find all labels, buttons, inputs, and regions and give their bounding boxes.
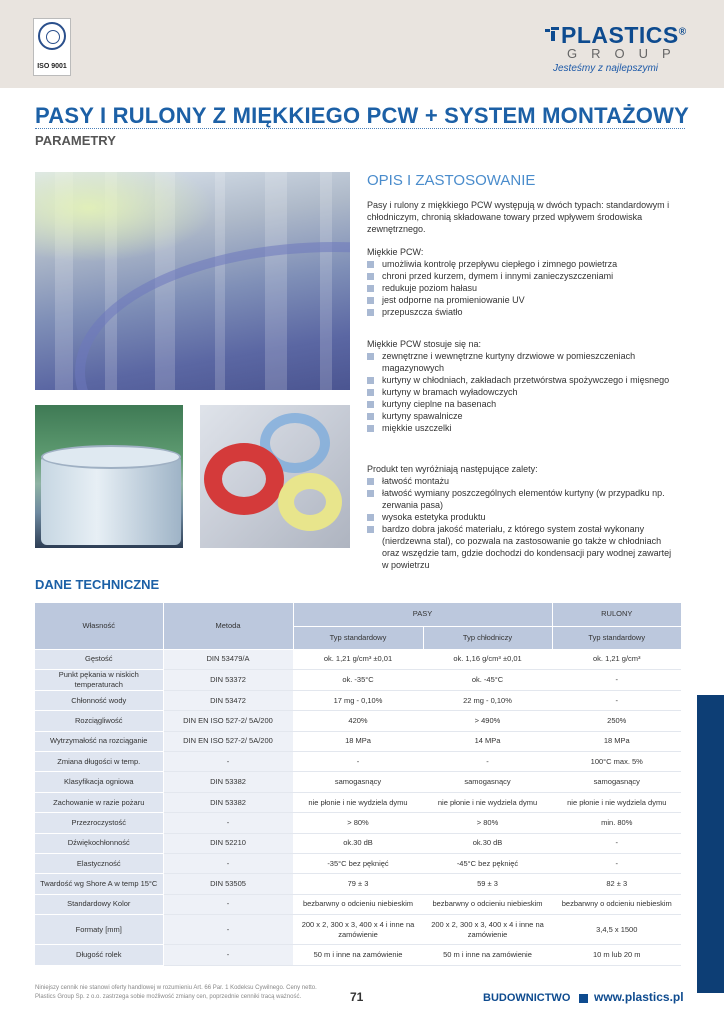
footer-disclaimer (35, 984, 335, 1002)
table-row (35, 792, 681, 812)
table-row (35, 833, 681, 853)
cell-property: Twardość wg Shore A w temp 15°C (35, 874, 163, 894)
list-item: łatwość montażu (367, 475, 679, 487)
table-row (35, 894, 681, 914)
brand-logo (545, 22, 685, 78)
section-heading-description: OPIS I ZASTOSOWANIE (367, 172, 536, 189)
list-item: umożliwia kontrolę przepływu ciepłego i zimnego powietrza (367, 258, 687, 270)
features-heading: Miękkie PCW: (367, 247, 424, 257)
cell-pasy-standard: ok.30 dB (293, 833, 423, 853)
uses-heading: Miękkie PCW stosuje się na: (367, 339, 482, 349)
cell-method: DIN 53505 (163, 874, 293, 894)
brand-mark-icon (545, 27, 559, 41)
cell-method: DIN 53382 (163, 772, 293, 792)
iso-label: ISO 9001 (37, 63, 67, 70)
iso-badge (33, 18, 71, 76)
list-item: bardzo dobra jakość materiału, z którego system został wykonany (nierdzewna stal), co pozwala na zastosowanie go także w chłodniach oraz wszędzie tam, gdzie dochodzi do kondensacji pary wodnej zawartej w powietrzu (367, 523, 679, 571)
cell-pasy-cold: 50 m i inne na zamówienie (423, 945, 552, 965)
tech-heading: DANE TECHNICZNE (35, 577, 160, 592)
table-row (35, 874, 681, 894)
disclaimer-line: Plastics Group Sp. z o.o. zastrzega sobie możliwość zmiany cen, poprzednie cenniki tracą ważność. (35, 994, 302, 1000)
list-item: kurtyny cieplne na basenach (367, 398, 672, 410)
cell-method: - (163, 813, 293, 833)
cell-rulony: nie płonie i nie wydziela dymu (552, 792, 681, 812)
pvc-roll-photo (35, 405, 183, 548)
cell-pasy-cold: 22 mg - 0,10% (423, 690, 552, 710)
cell-pasy-cold: bezbarwny o odcieniu niebieskim (423, 894, 552, 914)
cell-rulony: - (552, 690, 681, 710)
cell-pasy-standard: 200 x 2, 300 x 3, 400 x 4 i inne na zamówienie (293, 915, 423, 945)
list-item: jest odporne na promieniowanie UV (367, 294, 687, 306)
brand-slogan: Jesteśmy z najlepszymi (553, 63, 659, 74)
cell-pasy-standard: - (293, 752, 423, 772)
header-band (0, 0, 724, 88)
cell-method: - (163, 752, 293, 772)
cell-pasy-standard: bezbarwny o odcieniu niebieskim (293, 894, 423, 914)
cell-method: DIN 53382 (163, 792, 293, 812)
cell-property: Przezroczystość (35, 813, 163, 833)
cell-pasy-standard: samogasnący (293, 772, 423, 792)
list-item: miękkie uszczelki (367, 422, 672, 434)
uses-list (367, 350, 672, 434)
cell-rulony: 250% (552, 711, 681, 731)
header-pasy-cold: Typ chłodniczy (423, 626, 552, 649)
tech-table (35, 603, 681, 966)
cell-pasy-standard: > 80% (293, 813, 423, 833)
cell-property: Rozciągliwość (35, 711, 163, 731)
cell-pasy-standard: 17 mg - 0,10% (293, 690, 423, 710)
cell-pasy-cold: ok.30 dB (423, 833, 552, 853)
cell-method: - (163, 854, 293, 874)
cell-pasy-cold: - (423, 752, 552, 772)
cell-pasy-standard: nie płonie i nie wydziela dymu (293, 792, 423, 812)
iso-seal-icon (38, 22, 66, 50)
cell-property: Punkt pękania w niskich temperaturach (35, 669, 163, 690)
cell-property: Standardowy Kolor (35, 894, 163, 914)
brand-group: GROUP (567, 46, 685, 61)
header-group-pasy: PASY (293, 603, 552, 626)
cell-property: Gęstość (35, 649, 163, 669)
cell-rulony: - (552, 669, 681, 690)
footer-url-link[interactable]: www.plastics.pl (594, 990, 684, 1004)
cell-pasy-cold: 59 ± 3 (423, 874, 552, 894)
pvc-strips-photo (35, 172, 350, 390)
cell-method: DIN 52210 (163, 833, 293, 853)
square-icon (579, 994, 588, 1003)
brand-name: PLASTICS® (561, 22, 687, 48)
cell-method: - (163, 894, 293, 914)
cell-property: Zmiana długości w temp. (35, 752, 163, 772)
table-row (35, 731, 681, 751)
features-block (367, 246, 687, 318)
table-row (35, 649, 681, 669)
cell-method: DIN 53479/A (163, 649, 293, 669)
cell-rulony: - (552, 833, 681, 853)
disclaimer-line: Niniejszy cennik nie stanowi oferty handlowej w rozumieniu Art. 66 Par. 1 Kodeksu Cywilnego. Ceny netto. (35, 985, 317, 991)
cell-method: DIN 53472 (163, 690, 293, 710)
table-row (35, 752, 681, 772)
header-rulony-standard: Typ standardowy (552, 626, 681, 649)
table-row (35, 945, 681, 965)
colored-rolls-photo (200, 405, 350, 548)
uses-block (367, 338, 687, 434)
page-title: PASY I RULONY Z MIĘKKIEGO PCW + SYSTEM MONTAŻOWY (35, 103, 689, 128)
cell-pasy-standard: -35°C bez pęknięć (293, 854, 423, 874)
cell-pasy-cold: nie płonie i nie wydziela dymu (423, 792, 552, 812)
cell-rulony: - (552, 854, 681, 874)
cell-pasy-cold: ok. 1,16 g/cm³ ±0,01 (423, 649, 552, 669)
cell-pasy-cold: samogasnący (423, 772, 552, 792)
list-item: kurtyny w chłodniach, zakładach przetwórstwa spożywczego i mięsnego (367, 374, 672, 386)
table-row (35, 772, 681, 792)
table-row (35, 915, 681, 945)
cell-pasy-standard: ok. -35°C (293, 669, 423, 690)
cell-rulony: 100°C max. 5% (552, 752, 681, 772)
cell-property: Klasyfikacja ogniowa (35, 772, 163, 792)
cell-pasy-cold: > 490% (423, 711, 552, 731)
cell-rulony: 18 MPa (552, 731, 681, 751)
page-subtitle: PARAMETRY (35, 133, 116, 148)
features-list (367, 258, 687, 318)
cell-method: DIN EN ISO 527-2/ 5A/200 (163, 711, 293, 731)
cell-rulony: bezbarwny o odcieniu niebieskim (552, 894, 681, 914)
cell-pasy-standard: 50 m i inne na zamówienie (293, 945, 423, 965)
header-group-rulony: RULONY (552, 603, 681, 626)
page-number: 71 (350, 990, 364, 1004)
cell-property: Elastyczność (35, 854, 163, 874)
cell-method: DIN 53372 (163, 669, 293, 690)
title-divider (35, 128, 685, 129)
cell-property: Długość rolek (35, 945, 163, 965)
header-method: Metoda (163, 603, 293, 649)
cell-pasy-standard: 79 ± 3 (293, 874, 423, 894)
table-row (35, 669, 681, 690)
cell-pasy-cold: ok. -45°C (423, 669, 552, 690)
cell-rulony: min. 80% (552, 813, 681, 833)
advantages-heading: Produkt ten wyróżniają następujące zalety: (367, 464, 538, 474)
list-item: łatwość wymiany poszczególnych elementów kurtyny (w przypadku np. zerwania pasa) (367, 487, 679, 511)
cell-rulony: 3,4,5 x 1500 (552, 915, 681, 945)
list-item: zewnętrzne i wewnętrzne kurtyny drzwiowe w pomieszczeniach magazynowych (367, 350, 672, 374)
cell-method: - (163, 915, 293, 945)
cell-property: Chłonność wody (35, 690, 163, 710)
cell-method: - (163, 945, 293, 965)
cell-property: Zachowanie w razie pożaru (35, 792, 163, 812)
cell-rulony: 10 m lub 20 m (552, 945, 681, 965)
header-pasy-standard: Typ standardowy (293, 626, 423, 649)
list-item: kurtyny spawalnicze (367, 410, 672, 422)
cell-property: Dźwiękochłonność (35, 833, 163, 853)
cell-pasy-cold: -45°C bez pęknięć (423, 854, 552, 874)
cell-pasy-cold: 14 MPa (423, 731, 552, 751)
table-row (35, 813, 681, 833)
cell-property: Wytrzymałość na rozciąganie (35, 731, 163, 751)
section-side-tab (697, 695, 724, 993)
cell-pasy-standard: 420% (293, 711, 423, 731)
cell-property: Formaty [mm] (35, 915, 163, 945)
table-row (35, 711, 681, 731)
cell-pasy-cold: > 80% (423, 813, 552, 833)
table-row (35, 690, 681, 710)
cell-pasy-standard: 18 MPa (293, 731, 423, 751)
list-item: redukuje poziom hałasu (367, 282, 687, 294)
advantages-block (367, 463, 687, 571)
intro-paragraph: Pasy i rulony z miękkiego PCW występują w dwóch typach: standardowym i chłodniczym, chronią składowane towary przed wpływem środowiska zewnętrznego. (367, 200, 670, 234)
cell-rulony: 82 ± 3 (552, 874, 681, 894)
table-row (35, 854, 681, 874)
advantages-list (367, 475, 679, 571)
list-item: chroni przed kurzem, dymem i innymi zanieczyszczeniami (367, 270, 687, 282)
cell-pasy-cold: 200 x 2, 300 x 3, 400 x 4 i inne na zamówienie (423, 915, 552, 945)
list-item: kurtyny w bramach wyładowczych (367, 386, 672, 398)
cell-rulony: samogasnący (552, 772, 681, 792)
cell-method: DIN EN ISO 527-2/ 5A/200 (163, 731, 293, 751)
list-item: przepuszcza światło (367, 306, 687, 318)
header-property: Własność (35, 603, 163, 649)
footer-section-label: BUDOWNICTWO (483, 992, 571, 1004)
list-item: wysoka estetyka produktu (367, 511, 679, 523)
cell-pasy-standard: ok. 1,21 g/cm³ ±0,01 (293, 649, 423, 669)
cell-rulony: ok. 1,21 g/cm³ (552, 649, 681, 669)
